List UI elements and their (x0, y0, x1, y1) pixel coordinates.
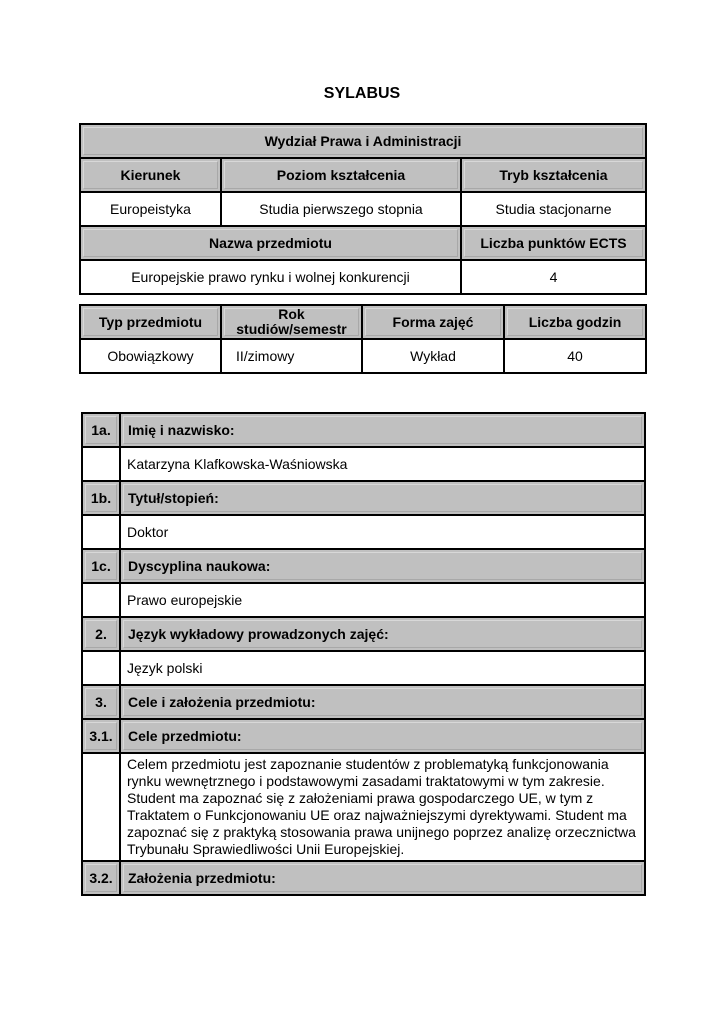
mode-value: Studia stacjonarne (461, 192, 646, 226)
section-label: Założenia przedmiotu: (120, 861, 645, 895)
section-label: Imię i nazwisko: (120, 413, 645, 447)
section-label: Cele i założenia przedmiotu: (120, 685, 645, 719)
section-value: Prawo europejskie (120, 583, 645, 617)
ects-value: 4 (461, 260, 646, 294)
page-title: SYLABUS (323, 85, 401, 102)
section-label: Dyscyplina naukowa: (120, 549, 645, 583)
section-label: Cele przedmiotu: (120, 719, 645, 753)
section-number-blank (82, 515, 120, 549)
course-info-table (79, 123, 647, 295)
class-form-header: Forma zajęć (362, 305, 504, 339)
section-number: 1c. (82, 549, 120, 583)
section-number: 2. (82, 617, 120, 651)
level-header: Poziom kształcenia (221, 158, 461, 192)
type-value: Obowiązkowy (80, 339, 221, 373)
subject-name-value: Europejskie prawo rynku i wolnej konkurencji (80, 260, 461, 294)
hours-value: 40 (504, 339, 646, 373)
year-semester-header: Rok studiów/semestr (221, 305, 362, 339)
subject-name-header: Nazwa przedmiotu (80, 226, 461, 260)
section-number: 1a. (82, 413, 120, 447)
section-number-blank (82, 447, 120, 481)
ects-header: Liczba punktów ECTS (461, 226, 646, 260)
section-number-blank (82, 583, 120, 617)
course-details-table (79, 304, 647, 374)
faculty-header: Wydział Prawa i Administracji (80, 124, 646, 158)
type-header: Typ przedmiotu (80, 305, 221, 339)
section-number: 3.1. (82, 719, 120, 753)
year-semester-value: II/zimowy (221, 339, 362, 373)
level-value: Studia pierwszego stopnia (221, 192, 461, 226)
section-number-blank (82, 651, 120, 685)
mode-header: Tryb kształcenia (461, 158, 646, 192)
field-of-study-header: Kierunek (80, 158, 221, 192)
section-paragraph: Celem przedmiotu jest zapoznanie studentów z problematyką funkcjonowania rynku wewnętrznego i podstawowymi zasadami traktatowymi w tym zakresie. Student ma zapoznać się z założeniami prawa gospodarczego UE, w tym z Traktatem o Funkcjonowaniu UE oraz najważniejszymi dyrektywami. Student ma zapoznać się z praktyką stosowania prawa unijnego poprzez analizę orzecznictwa Trybunału Sprawiedliwości Unii Europejskiej. (120, 753, 645, 861)
section-number: 1b. (82, 481, 120, 515)
hours-header: Liczba godzin (504, 305, 646, 339)
syllabus-sections-table (81, 412, 646, 896)
section-label: Tytuł/stopień: (120, 481, 645, 515)
section-value: Katarzyna Klafkowska-Waśniowska (120, 447, 645, 481)
section-number: 3.2. (82, 861, 120, 895)
class-form-value: Wykład (362, 339, 504, 373)
field-of-study-value: Europeistyka (80, 192, 221, 226)
section-number-blank (82, 753, 120, 861)
section-value: Doktor (120, 515, 645, 549)
section-number: 3. (82, 685, 120, 719)
section-value: Język polski (120, 651, 645, 685)
section-label: Język wykładowy prowadzonych zajęć: (120, 617, 645, 651)
